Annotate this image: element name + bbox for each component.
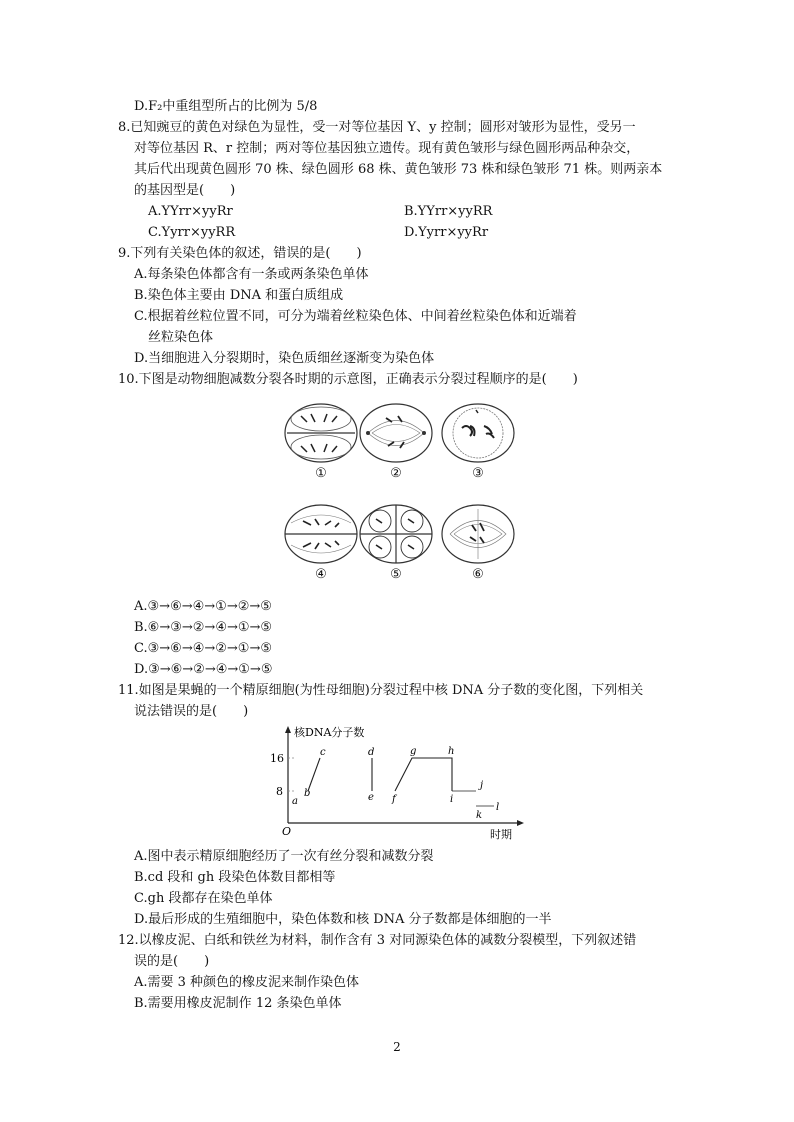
q8-option-c: C.Yyrr×yyRR [148,225,236,240]
graph-point-f: f [392,794,396,805]
cell-diagram-6 [440,503,516,565]
cell-diagram-2 [358,402,434,464]
cell-label-5: ⑤ [390,567,402,582]
graph-xlabel: 时期 [490,828,512,841]
q8-stem-line-3: 其后代出现黄色圆形 70 株、绿色圆形 68 株、黄色皱形 73 株和绿色皱形 71 株。则两亲本 [134,162,663,177]
q9-option-b: B.染色体主要由 DNA 和蛋白质组成 [134,288,344,303]
q9-stem: 9.下列有关染色体的叙述，错误的是( ) [118,246,362,261]
cell-label-6: ⑥ [472,567,484,582]
graph-point-g: g [410,746,417,757]
q8-option-b: B.YYrr×yyRR [404,204,493,219]
graph-point-l: l [496,802,500,813]
q11-option-c: C.gh 段都存在染色单体 [134,891,273,906]
cell-label-2: ② [390,466,402,481]
q8-stem-line-4: 的基因型是( ) [134,183,236,198]
cell-diagram-3 [440,402,516,464]
q11-option-b: B.cd 段和 gh 段染色体数目都相等 [134,870,336,885]
q11-option-a: A.图中表示精原细胞经历了一次有丝分裂和减数分裂 [134,849,434,864]
q10-stem: 10.下图是动物细胞减数分裂各时期的示意图，正确表示分裂过程顺序的是( ) [118,372,578,387]
q8-stem-line-1: 8.已知豌豆的黄色对绿色为显性，受一对等位基因 Y、y 控制；圆形对皱形为显性，受另一 [118,120,636,135]
graph-ytick-8: 8 [276,785,283,798]
cell-label-4: ④ [315,567,327,582]
q9-option-a: A.每条染色体都含有一条或两条染色单体 [134,267,369,282]
dna-content-graph [268,722,528,842]
cell-diagram-5 [358,503,434,565]
graph-point-e: e [368,792,374,803]
graph-origin: O [282,825,292,838]
graph-point-i: i [450,794,454,805]
cell-label-1: ① [315,466,327,481]
graph-point-b: b [304,788,311,799]
graph-point-d: d [368,747,375,758]
q8-option-a: A.YYrr×yyRr [148,204,233,219]
cell-diagram-1 [283,402,359,464]
q10-option-a: A.③→⑥→④→①→②→⑤ [134,599,272,614]
q11-option-d: D.最后形成的生殖细胞中，染色体数和核 DNA 分子数都是体细胞的一半 [134,912,552,927]
q12-stem-line-2: 误的是( ) [134,954,210,969]
cell-diagram-4 [283,503,359,565]
graph-ytick-16: 16 [270,752,284,765]
cell-label-3: ③ [472,466,484,481]
q10-option-b: B.⑥→③→②→④→①→⑤ [134,620,273,635]
q10-option-d: D.③→⑥→②→④→①→⑤ [134,662,273,677]
q7-option-d: D.F₂中重组型所占的比例为 5/8 [134,99,318,114]
q9-option-c-line-1: C.根据着丝粒位置不同，可分为端着丝粒染色体、中间着丝粒染色体和近端着 [134,309,577,324]
graph-point-k: k [476,810,483,821]
q10-option-c: C.③→⑥→④→②→①→⑤ [134,641,273,656]
graph-ylabel: 核DNA分子数 [294,726,365,739]
q8-stem-line-2: 对等位基因 R、r 控制；两对等位基因独立遗传。现有黄色皱形与绿色圆形两品种杂交， [134,141,640,156]
q11-stem-line-1: 11.如图是果蝇的一个精原细胞(为性母细胞)分裂过程中核 DNA 分子数的变化图，下列相关 [118,683,644,698]
q11-stem-line-2: 说法错误的是( ) [134,704,249,719]
q12-option-a: A.需要 3 种颜色的橡皮泥来制作染色体 [134,975,360,990]
q8-option-d: D.Yyrr×yyRr [404,225,489,240]
graph-point-c: c [320,747,326,758]
q12-option-b: B.需要用橡皮泥制作 12 条染色单体 [134,996,342,1011]
q9-option-d: D.当细胞进入分裂期时，染色质细丝逐渐变为染色体 [134,351,435,366]
page-number: 2 [393,1040,401,1054]
graph-point-j: j [480,780,484,791]
q12-stem-line-1: 12.以橡皮泥、白纸和铁丝为材料，制作含有 3 对同源染色体的减数分裂模型，下列叙述错 [118,933,637,948]
graph-point-a: a [292,796,298,807]
graph-point-h: h [448,746,455,757]
q9-option-c-line-2: 丝粒染色体 [148,330,214,345]
